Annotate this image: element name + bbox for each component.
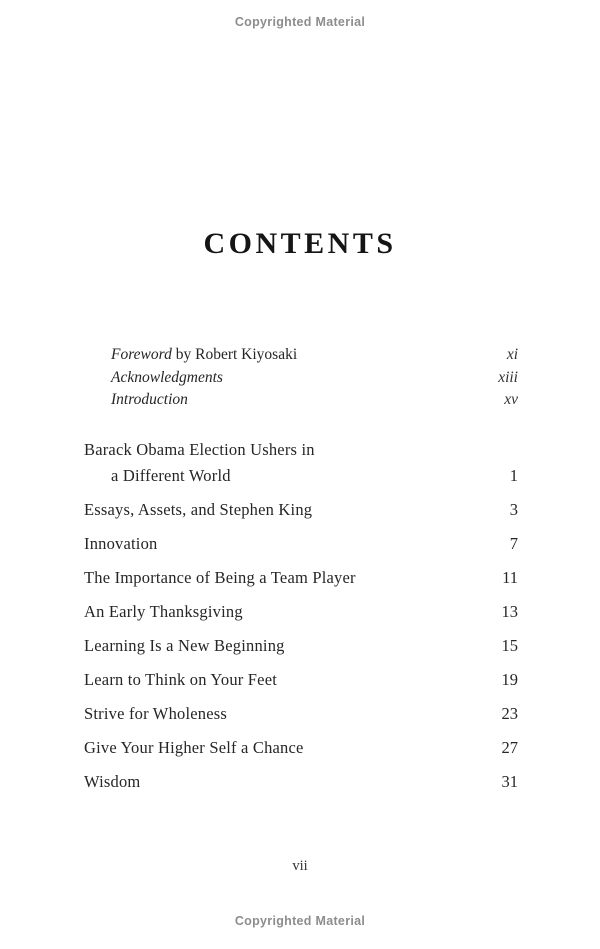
front-matter-title bbox=[111, 344, 297, 367]
chapter-title: Learn to Think on Your Feet bbox=[84, 670, 277, 689]
front-matter-row bbox=[84, 344, 518, 367]
chapter-line-2 bbox=[84, 463, 518, 489]
chapter-title: Barack Obama Election Ushers in bbox=[84, 440, 315, 459]
chapter-line-1 bbox=[84, 633, 518, 659]
chapter-line-1 bbox=[84, 735, 518, 761]
front-matter-title-roman: by Robert Kiyosaki bbox=[171, 346, 298, 363]
chapter-title: Wisdom bbox=[84, 772, 141, 791]
chapter-page-number: 11 bbox=[502, 568, 518, 587]
chapter-row bbox=[84, 735, 518, 761]
chapter-page-number: 23 bbox=[501, 704, 518, 723]
chapter-page-number: 1 bbox=[509, 466, 518, 485]
chapter-page-number: 27 bbox=[501, 738, 518, 757]
front-matter-title-italic: Introduction bbox=[111, 391, 188, 408]
front-matter-title-italic: Foreword bbox=[111, 346, 172, 363]
chapter-page-number: 3 bbox=[509, 500, 518, 519]
chapter-title: Strive for Wholeness bbox=[84, 704, 228, 723]
front-matter-title bbox=[111, 367, 223, 390]
chapter-title-continued: a Different World bbox=[111, 466, 231, 485]
front-matter-row bbox=[84, 389, 518, 412]
chapter-row bbox=[84, 701, 518, 727]
copyright-notice-top: Copyrighted Material bbox=[234, 15, 366, 29]
chapter-page-number: 15 bbox=[501, 636, 518, 655]
chapter-line-1 bbox=[84, 667, 518, 693]
chapter-line-1 bbox=[84, 497, 518, 523]
chapter-page-number: 19 bbox=[501, 670, 518, 689]
chapter-title: Essays, Assets, and Stephen King bbox=[84, 500, 313, 519]
chapter-row bbox=[84, 667, 518, 693]
front-matter-title-italic: Acknowledgments bbox=[111, 368, 223, 386]
front-matter-page-number: xiii bbox=[498, 368, 518, 386]
chapter-row bbox=[84, 633, 518, 659]
chapter-row bbox=[84, 531, 518, 557]
chapter-title: Innovation bbox=[84, 534, 158, 553]
chapter-page-number: 31 bbox=[501, 772, 518, 791]
front-matter-page-number: xv bbox=[504, 391, 518, 408]
chapter-title: An Early Thanksgiving bbox=[84, 602, 243, 621]
contents-title: CONTENTS bbox=[203, 227, 397, 260]
chapter-list bbox=[84, 437, 518, 803]
chapter-row bbox=[84, 769, 518, 795]
chapter-row bbox=[84, 599, 518, 625]
chapter-line-1 bbox=[84, 599, 518, 625]
chapter-line-1 bbox=[84, 531, 518, 557]
chapter-title: Learning Is a New Beginning bbox=[84, 636, 285, 655]
chapter-page-number: 13 bbox=[501, 602, 518, 621]
chapter-row bbox=[84, 565, 518, 591]
chapter-page-number: 7 bbox=[509, 534, 518, 553]
chapter-row bbox=[84, 497, 518, 523]
front-matter-list bbox=[84, 344, 518, 412]
folio-page-number: vii bbox=[292, 858, 308, 874]
front-matter-row bbox=[84, 367, 518, 390]
chapter-line-1 bbox=[84, 437, 518, 463]
front-matter-page-number: xi bbox=[506, 346, 518, 363]
chapter-line-1 bbox=[84, 769, 518, 795]
front-matter-title bbox=[111, 389, 188, 412]
chapter-title: The Importance of Being a Team Player bbox=[84, 568, 356, 587]
copyright-notice-bottom: Copyrighted Material bbox=[234, 914, 366, 928]
chapter-line-1 bbox=[84, 565, 518, 591]
chapter-row bbox=[84, 437, 518, 489]
chapter-line-1 bbox=[84, 701, 518, 727]
chapter-title: Give Your Higher Self a Chance bbox=[84, 738, 304, 757]
